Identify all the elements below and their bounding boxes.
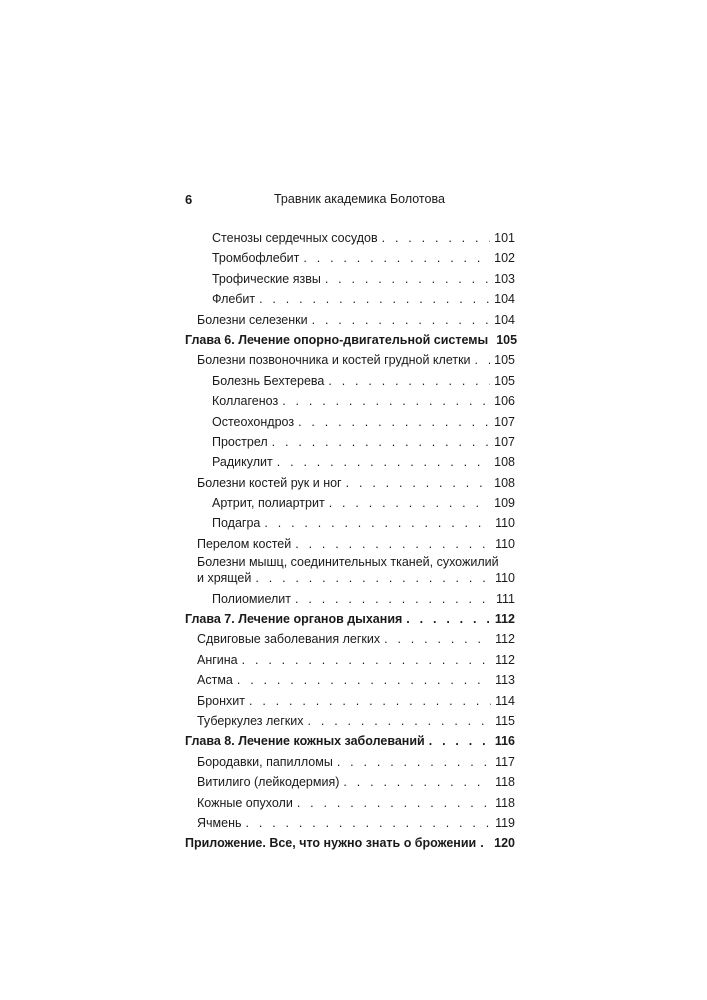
toc-entry[interactable] [185,289,515,307]
toc-entry[interactable] [185,310,515,328]
toc-chapter-entry[interactable] [185,731,515,749]
toc-entry-label: Остеохондроз [212,414,295,429]
toc-entry[interactable] [185,772,515,790]
toc-entry[interactable] [185,513,515,531]
toc-entry-label: Бронхит [197,693,245,708]
toc-entry-label: Кожные опухоли [197,795,293,810]
toc-entry-label: Туберкулез легких [197,713,304,728]
toc-chapter-entry[interactable] [185,833,515,851]
toc-page-number: 117 [495,754,515,769]
toc-entry-label: Глава 8. Лечение кожных заболеваний [185,734,425,749]
toc-entry[interactable] [185,752,515,770]
toc-entry-label: Болезни мышц, соединительных тканей, сухожилий [197,555,499,570]
toc-page-number: 114 [495,693,515,708]
toc-entry-label: Артрит, полиартрит [212,496,325,511]
dot-leader [308,713,491,729]
toc-entry[interactable] [185,589,515,607]
dot-leader [297,795,491,811]
toc-entry[interactable] [185,629,515,647]
toc-entry[interactable] [185,534,515,552]
toc-entry-label: Ангина [197,652,238,667]
toc-chapter-entry[interactable] [185,609,515,627]
toc-entry-label: Витилиго (лейкодермия) [197,775,340,790]
toc-page-number: 110 [495,571,515,586]
dot-leader [382,230,491,246]
toc-page-number: 118 [495,795,515,810]
dot-leader [312,312,491,328]
toc-entry-label: Стенозы сердечных сосудов [212,231,378,245]
toc-entry-label: Сдвиговые заболевания легких [197,632,381,647]
toc-page-number: 102 [494,251,515,266]
dot-leader [325,271,490,287]
dot-leader [259,291,490,307]
toc-entry-label: Радикулит [212,455,273,470]
toc-entry[interactable] [185,391,515,409]
dot-leader [255,570,491,586]
dot-leader [384,631,491,647]
toc-page-number: 119 [495,815,515,830]
toc-page-number: 115 [495,713,515,728]
toc-page-number: 107 [494,414,515,429]
toc-entry-label: Прострел [212,434,268,449]
toc-page-number: 110 [495,536,515,551]
dot-leader [298,414,490,430]
dot-leader [277,454,490,470]
toc-page-number: 108 [494,455,515,470]
toc-chapter-entry[interactable] [185,330,518,348]
dot-leader [475,352,491,368]
dot-leader [329,495,490,511]
toc-entry[interactable] [185,248,515,266]
toc-page-number: 112 [495,652,515,667]
toc-entry-label: Перелом костей [197,536,292,551]
toc-page-number: 120 [494,836,515,851]
toc-entry-label: Флебит [212,292,256,307]
toc-entry-label: Болезнь Бехтерева [212,373,325,388]
toc-entry[interactable] [185,228,515,246]
toc-entry-label: Болезни позвоночника и костей грудной клетки [197,353,471,368]
toc-page-number: 112 [494,612,515,627]
toc-entry-label: Приложение. Все, что нужно знать о брожении [185,836,477,851]
dot-leader [295,536,491,552]
toc-page-number: 106 [494,394,515,409]
toc-entry[interactable] [185,412,515,430]
toc-entry-label: Ячмень [197,815,242,830]
toc-page-number: 105 [496,332,518,347]
toc-entry-label: и хрящей [197,571,252,586]
dot-leader [406,611,491,627]
toc-entry-label: Трофические язвы [212,271,321,286]
toc-entry[interactable] [185,473,515,491]
dot-leader [480,835,490,851]
toc-page-number: 105 [494,373,515,388]
dot-leader [282,393,490,409]
dot-leader [242,652,491,668]
page-number: 6 [185,192,193,207]
toc-entry-label: Тромбофлебит [212,251,300,266]
dot-leader [264,515,491,531]
toc-entry[interactable] [185,670,515,688]
toc-entry-label: Глава 7. Лечение органов дыхания [185,612,403,627]
dot-leader [343,774,491,790]
toc-page-number: 118 [495,775,515,790]
toc-entry-label: Болезни селезенки [197,312,308,327]
dot-leader [295,591,491,607]
dot-leader [272,434,490,450]
toc-entry[interactable] [185,691,515,709]
dot-leader [237,672,491,688]
toc-entry[interactable] [185,650,515,668]
dot-leader [328,373,490,389]
toc-page-number: 112 [495,632,515,647]
dot-leader [337,754,491,770]
dot-leader [249,693,491,709]
toc-entry[interactable] [185,269,515,287]
toc-entry-label: Коллагеноз [212,394,279,409]
toc-page-number: 113 [495,673,515,688]
toc-entry[interactable] [185,452,515,470]
toc-page-number: 116 [494,734,515,749]
toc-entry[interactable] [185,432,515,450]
toc-page-number: 108 [494,475,515,490]
toc-page-number: 104 [494,312,515,327]
toc-page-number: 110 [495,516,515,531]
toc-entry-label: Глава 6. Лечение опорно-двигательной системы [185,332,489,347]
toc-page-number: 111 [495,591,515,606]
toc-entry[interactable] [185,493,515,511]
toc-entry[interactable] [185,350,515,368]
toc-entry[interactable] [185,371,515,389]
toc-entry-label: Подагра [212,516,261,531]
toc-entry-label: Болезни костей рук и ног [197,475,342,490]
table-of-contents [185,228,518,854]
toc-entry-label: Бородавки, папилломы [197,754,333,769]
toc-entry[interactable] [185,554,515,586]
dot-leader [346,475,491,491]
dot-leader [246,815,491,831]
toc-entry-label: Астма [197,673,233,688]
toc-page-number: 109 [494,496,515,511]
toc-page-number: 104 [494,292,515,307]
running-title: Травник академика Болотова [274,192,445,206]
toc-page-number: 103 [494,271,515,286]
toc-entry[interactable] [185,711,515,729]
toc-entry-label: Полиомиелит [212,591,292,606]
toc-page-number: 101 [494,231,515,245]
page-header [185,192,515,212]
toc-page-number: 107 [494,434,515,449]
toc-entry[interactable] [185,793,515,811]
dot-leader [303,250,490,266]
toc-entry[interactable] [185,813,515,831]
toc-page-number: 105 [494,353,515,368]
dot-leader [429,733,491,749]
